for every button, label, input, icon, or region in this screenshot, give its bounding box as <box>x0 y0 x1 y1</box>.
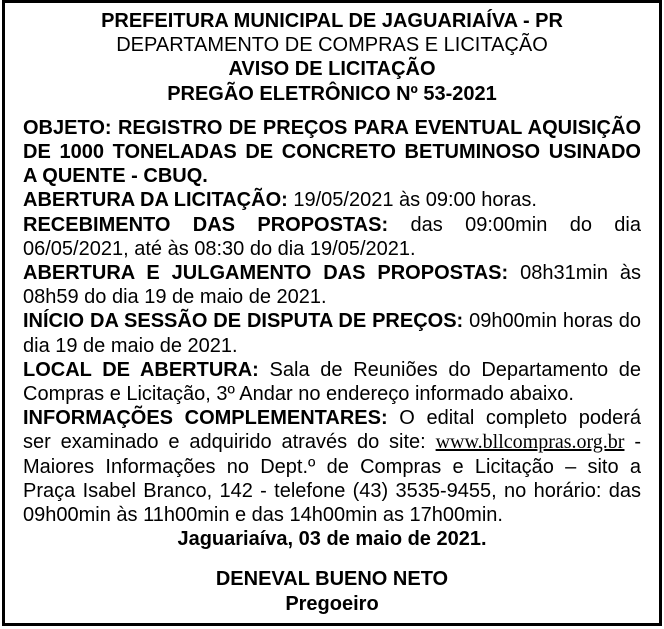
paragraph-objeto <box>23 116 641 189</box>
informacoes-text-before: O edital completo poderá ser examinado e adquirido através do site: <box>23 407 642 454</box>
header-municipality: PREFEITURA MUNICIPAL DE JAGUARIAÍVA - PR <box>101 10 563 32</box>
paragraph-inicio-disputa <box>23 309 641 357</box>
informacoes-text-after: - Maiores Informações no Dept.º de Compras e Licitação – sito a Praça Isabel Branco, 142 - telefone (43) 3535-9455, no horário: das 09h00min às 11h00min e das 14h00min as 17h00min. <box>23 431 641 527</box>
objeto-label: OBJETO: <box>23 116 112 139</box>
paragraph-abertura-julgamento <box>23 261 641 309</box>
header-department: DEPARTAMENTO DE COMPRAS E LICITAÇÃO <box>116 34 548 57</box>
paragraph-recebimento-propostas <box>23 213 641 261</box>
signatory-name: DENEVAL BUENO NETO <box>215 568 449 591</box>
abertura-julgamento-label: ABERTURA E JULGAMENTO DAS PROPOSTAS: <box>23 262 509 285</box>
paragraph-abertura-licitacao <box>23 188 641 212</box>
local-abertura-text: Sala de Reuniões do Departamento de Compras e Licitação, 3º Andar no endereço informado abaixo. <box>23 358 642 406</box>
header-notice-type: AVISO DE LICITAÇÃO <box>228 58 436 81</box>
signature-block <box>23 567 641 615</box>
paragraph-local-abertura <box>23 358 641 406</box>
local-abertura-label: LOCAL DE ABERTURA: <box>23 358 259 381</box>
header-auction-number: PREGÃO ELETRÔNICO Nº 53-2021 <box>167 82 497 105</box>
objeto-text: REGISTRO DE PREÇOS PARA EVENTUAL AQUISIÇÃO DE 1000 TONELADAS DE CONCRETO BETUMINOSO USINADO A QUENTE - CBUQ. <box>23 116 641 188</box>
city-date-line: Jaguariaíva, 03 de maio de 2021. <box>177 528 487 551</box>
inicio-disputa-text: 09h00min horas do dia 19 de maio de 2021. <box>23 310 641 357</box>
abertura-licitacao-text: 19/05/2021 às 09:00 horas. <box>293 189 537 212</box>
edital-site-link[interactable]: www.bllcompras.org.br <box>435 431 625 454</box>
notice-document <box>2 0 662 626</box>
informacoes-label: INFORMAÇÕES COMPLEMENTARES: <box>23 407 388 430</box>
inicio-disputa-label: INÍCIO DA SESSÃO DE DISPUTA DE PREÇOS: <box>23 310 464 333</box>
abertura-licitacao-label: ABERTURA DA LICITAÇÃO: <box>23 189 288 212</box>
abertura-julgamento-text: 08h31min às 08h59 do dia 19 de maio de 2021. <box>23 262 641 309</box>
paragraph-informacoes-complementares <box>23 406 641 527</box>
recebimento-propostas-text: das 09:00min do dia 06/05/2021, até às 08:30 do dia 19/05/2021. <box>23 213 641 260</box>
signatory-role: Pregoeiro <box>285 592 379 615</box>
recebimento-propostas-label: RECEBIMENTO DAS PROPOSTAS: <box>23 213 389 236</box>
